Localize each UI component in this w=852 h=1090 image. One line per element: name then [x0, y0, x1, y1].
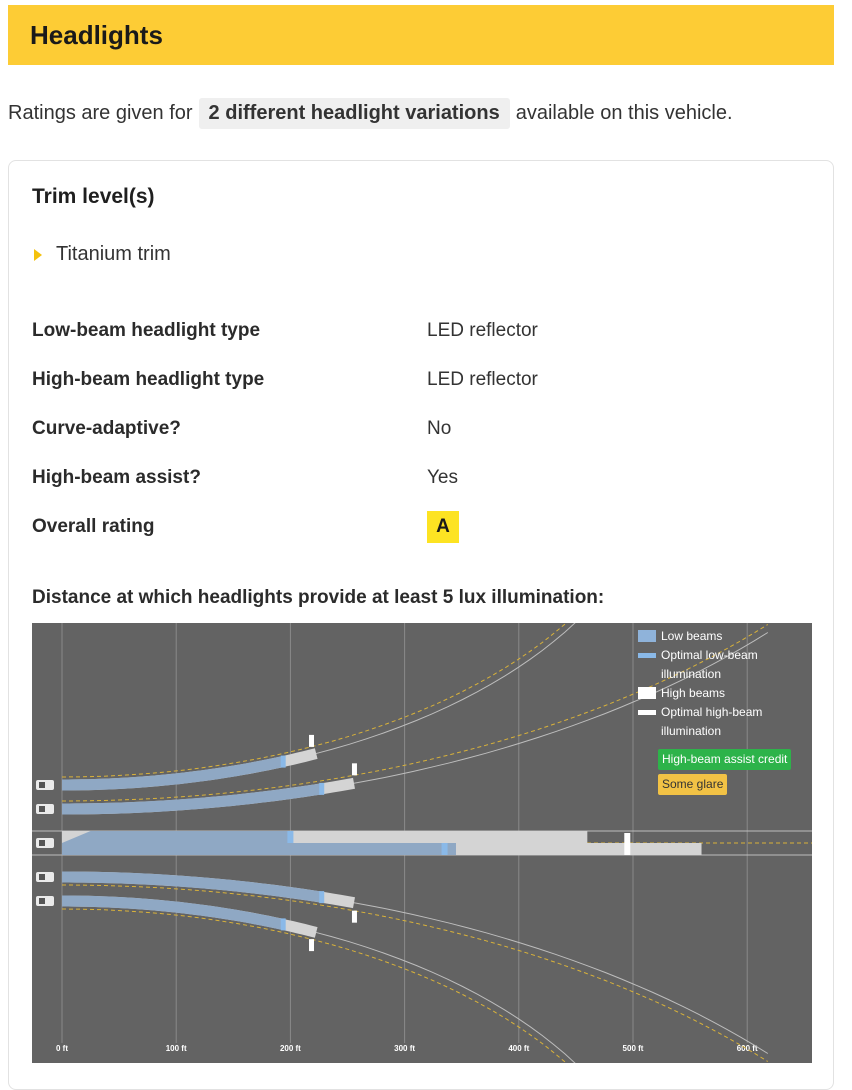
- section-title: Headlights: [30, 19, 163, 50]
- x-tick-label: 100 ft: [165, 1044, 187, 1053]
- optimal-high-marker: [352, 763, 357, 775]
- some-glare-badge: Some glare: [658, 774, 727, 795]
- x-tick-label: 400 ft: [508, 1044, 530, 1053]
- legend-swatch: [638, 687, 656, 699]
- trim-label: Titanium trim: [56, 243, 171, 265]
- car-window: [39, 806, 45, 812]
- legend-label: Optimal high-beam illumination: [661, 705, 763, 738]
- legend-item-high-beams: [638, 684, 791, 703]
- headlights-banner: [8, 5, 834, 65]
- car-window: [39, 898, 45, 904]
- caret-right-icon: [34, 249, 42, 261]
- hba-credit-badge: High-beam assist credit: [658, 749, 791, 770]
- car-window: [39, 782, 45, 788]
- spec-row-overall-rating: [32, 512, 812, 542]
- center-line: [62, 909, 641, 1063]
- optimal-low-marker: [319, 783, 324, 795]
- optimal-low-marker: [442, 843, 448, 855]
- spec-label: Curve-adaptive?: [32, 418, 181, 439]
- low-beam-area: [62, 762, 283, 785]
- optimal-low-marker: [287, 831, 293, 843]
- spec-row-low-beam: [32, 316, 812, 346]
- legend-item-optimal-low: [638, 646, 791, 684]
- legend-label: High beams: [661, 686, 726, 700]
- trim-list-item: [32, 243, 171, 266]
- intro-prefix: Ratings are given for: [8, 101, 193, 124]
- diagram-legend: [638, 627, 791, 795]
- spec-value: No: [427, 418, 452, 439]
- intro-suffix: available on this vehicle.: [515, 101, 733, 124]
- headlight-variation-card: [8, 160, 834, 1090]
- spec-label: High-beam headlight type: [32, 369, 265, 390]
- legend-swatch: [638, 630, 656, 642]
- chart-heading: Distance at which headlights provide at least 5 lux illumination:: [32, 587, 605, 608]
- x-tick-label: 600 ft: [736, 1044, 758, 1053]
- spec-row-high-beam-assist: [32, 463, 812, 493]
- x-tick-label: 300 ft: [394, 1044, 416, 1053]
- car-window: [39, 840, 45, 846]
- legend-label: Low beams: [661, 629, 723, 643]
- low-beam-area: [62, 843, 456, 855]
- x-tick-label: 200 ft: [279, 1044, 301, 1053]
- optimal-high-marker: [309, 735, 314, 747]
- legend-label: Optimal low-beam illumination: [661, 648, 758, 681]
- intro-text: [8, 96, 733, 130]
- variation-count-pill: 2 different headlight variations: [199, 98, 510, 129]
- low-beam-area: [62, 901, 283, 924]
- optimal-high-marker: [352, 911, 357, 923]
- x-tick-label: 500 ft: [622, 1044, 644, 1053]
- spec-value: LED reflector: [427, 369, 538, 390]
- spec-label: High-beam assist?: [32, 467, 201, 488]
- spec-value: LED reflector: [427, 320, 538, 341]
- optimal-high-marker: [309, 939, 314, 951]
- legend-swatch: [638, 710, 656, 715]
- car-window: [39, 874, 45, 880]
- road-edge: [62, 623, 641, 785]
- rating-badge: A: [427, 511, 459, 543]
- spec-label: Low-beam headlight type: [32, 320, 261, 341]
- legend-swatch: [638, 653, 656, 658]
- center-line: [62, 623, 641, 777]
- x-tick-label: 0 ft: [56, 1044, 68, 1053]
- optimal-low-marker: [319, 891, 324, 903]
- optimal-low-marker: [281, 756, 286, 768]
- illumination-diagram: [32, 623, 812, 1063]
- spec-row-high-beam: [32, 365, 812, 395]
- spec-value: Yes: [427, 467, 458, 488]
- low-beam-area: [62, 789, 321, 809]
- spec-row-curve-adaptive: [32, 414, 812, 444]
- spec-label: Overall rating: [32, 516, 155, 537]
- trim-heading: Trim level(s): [32, 185, 155, 208]
- road-edge: [62, 901, 641, 1063]
- legend-item-low-beams: [638, 627, 791, 646]
- legend-item-optimal-high: [638, 703, 791, 741]
- optimal-high-marker: [624, 833, 630, 855]
- low-beam-area: [62, 831, 290, 843]
- optimal-low-marker: [281, 918, 286, 930]
- low-beam-area: [62, 877, 321, 897]
